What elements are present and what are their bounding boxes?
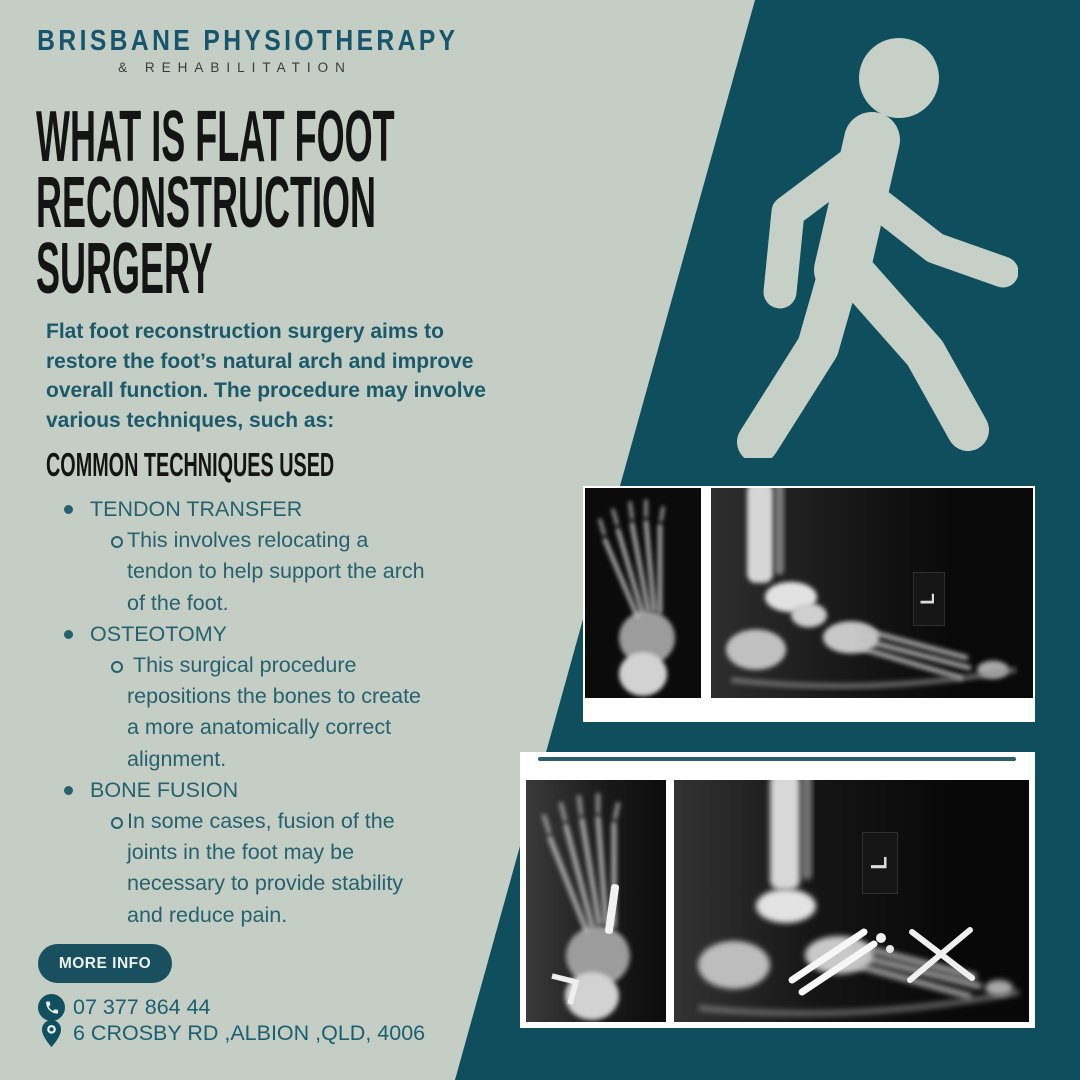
walking-person-icon	[728, 18, 1018, 458]
xray-dorsal-preop-image	[585, 488, 701, 698]
brand-name: BRISBANE PHYSIOTHERAPY	[37, 25, 459, 57]
xray-panel-postop	[520, 752, 1035, 1028]
technique-name: BONE FUSION	[90, 775, 496, 806]
intro-line-3: overall function. The procedure may involve	[46, 379, 486, 402]
person-rear-arm	[880, 205, 1003, 272]
title-line-3: SURGERY	[36, 229, 213, 309]
xray-side-marker: L	[862, 832, 898, 894]
address-text: 6 CROSBY RD ,ALBION ,QLD, 4006	[73, 1021, 426, 1045]
title-line-2: RECONSTRUCTION	[36, 163, 376, 243]
technique-list	[56, 494, 496, 931]
address-row	[38, 1020, 425, 1047]
title-line-1: WHAT IS FLAT FOOT	[36, 97, 395, 177]
xray-lateral-postop-image	[674, 780, 1029, 1022]
brand-logo	[0, 25, 470, 75]
phone-row	[38, 994, 211, 1021]
intro-line-1: Flat foot reconstruction surgery aims to	[46, 320, 444, 343]
list-item-osteotomy	[56, 619, 496, 775]
intro-line-4: various techniques, such as:	[46, 408, 335, 432]
phone-icon	[38, 994, 65, 1021]
person-rear-leg	[856, 275, 968, 430]
section-heading: COMMON TECHNIQUES USED	[46, 446, 335, 483]
xray-panel-preop	[583, 486, 1035, 722]
xray-lateral-preop-image	[711, 488, 1033, 698]
brand-subtitle: & REHABILITATION	[118, 60, 352, 75]
list-item-bone-fusion	[56, 775, 496, 931]
technique-detail: This involves relocating a tendon to help support the arch of the foot.	[113, 525, 496, 619]
list-item-tendon-transfer	[56, 494, 496, 619]
technique-detail: In some cases, fusion of the joints in the foot may be necessary to provide stability and reduce pain.	[113, 806, 496, 931]
intro-line-2: restore the foot’s natural arch and improve	[46, 349, 474, 373]
panel-divider-line	[538, 757, 1016, 761]
more-info-button[interactable]: MORE INFO	[38, 944, 172, 983]
page-title	[36, 97, 395, 309]
technique-name: OSTEOTOMY	[90, 619, 496, 650]
intro-paragraph	[46, 317, 486, 435]
technique-detail: This surgical procedure repositions the bones to create a more anatomically correct alignment.	[113, 650, 496, 775]
phone-number: 07 377 864 44	[73, 995, 211, 1019]
person-head	[859, 38, 939, 118]
location-pin-icon	[38, 1020, 65, 1047]
technique-name: TENDON TRANSFER	[90, 494, 496, 525]
xray-side-marker: L	[913, 572, 945, 626]
xray-dorsal-postop-image	[526, 780, 666, 1022]
